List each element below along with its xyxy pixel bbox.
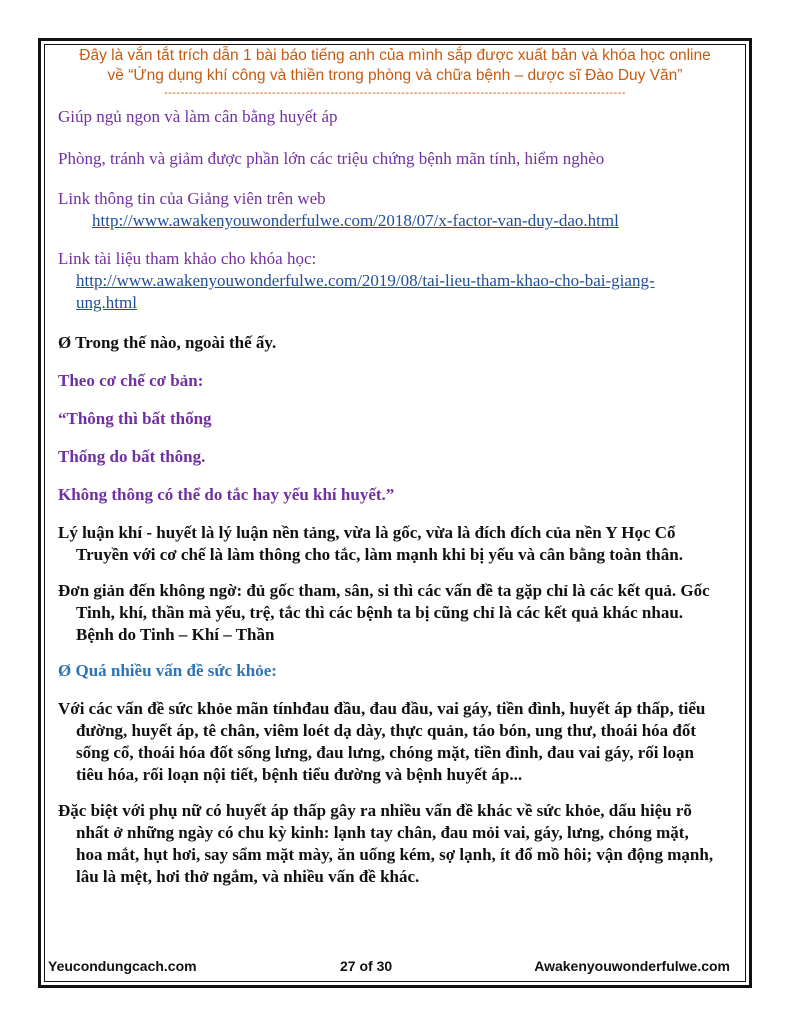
document-body bbox=[58, 102, 718, 888]
reference-link-block bbox=[58, 248, 718, 314]
page-header bbox=[50, 46, 740, 100]
quote-intro: Theo cơ chế cơ bản: bbox=[58, 371, 204, 390]
paragraph-simple-cause: Đơn giản đến không ngờ: đủ gốc tham, sân, si thì các vấn đề ta gặp chỉ là các kết quả. Gốc Tinh, khí, thần mà yếu, trệ, tắc thì các bệnh ta bị cũng chỉ là các kết quả khác nhau. Bệnh do Tinh – Khí – Thần bbox=[58, 581, 710, 644]
page-footer bbox=[48, 958, 738, 978]
footer-site-left: Yeucondungcach.com bbox=[48, 958, 197, 974]
footer-page-number: 27 of 30 bbox=[340, 958, 393, 974]
footer-site-right: Awakenyouwonderfulwe.com bbox=[534, 958, 730, 974]
quote-line-1: “Thông thì bất thống bbox=[58, 409, 212, 428]
reference-link-part-1[interactable]: http://www.awakenyouwonderfulwe.com/2019/08/tai-lieu-tham-khao-cho-bai-giang- bbox=[76, 271, 655, 290]
paragraph-sleep-balance: Giúp ngủ ngon và làm cân bằng huyết áp bbox=[58, 107, 338, 126]
header-line-2: về “Ứng dụng khí công và thiền trong phòng và chữa bệnh – dược sĩ Đào Duy Văn” bbox=[107, 67, 683, 84]
instructor-link[interactable]: http://www.awakenyouwonderfulwe.com/2018/07/x-factor-van-duy-dao.html bbox=[92, 211, 619, 230]
quote-line-2: Thống do bất thông. bbox=[58, 447, 206, 466]
paragraph-prevention: Phòng, tránh và giảm được phần lớn các triệu chứng bệnh mãn tính, hiểm nghèo bbox=[58, 149, 605, 168]
reference-link-label: Link tài liệu tham khảo cho khóa học: bbox=[58, 249, 317, 268]
heading-health-issues: Ø Quá nhiều vấn đề sức khỏe: bbox=[58, 661, 277, 680]
paragraph-women-low-bp: Đặc biệt với phụ nữ có huyết áp thấp gây ra nhiều vấn đề khác về sức khỏe, dấu hiệu rõ nhất ở những ngày có chu kỳ kinh: lạnh tay chân, đau mỏi vai, gáy, lưng, chóng mặt, hoa mắt, hụt hơi, say sẩm mặt mày, ăn uống kém, sợ lạnh, ít đổ mồ hôi; vận động mạnh, lâu là mệt, hơi thở ngắm, và nhiều vấn đề khác. bbox=[58, 801, 714, 886]
reference-link-part-2[interactable]: ung.html bbox=[76, 293, 137, 312]
header-divider: --------------------------------------------------------------------------------------------------------------- bbox=[163, 87, 627, 99]
quote-line-3: Không thông có thể do tắc hay yếu khí huyết.” bbox=[58, 485, 395, 504]
instructor-link-block bbox=[58, 188, 718, 232]
paragraph-qi-blood-theory: Lý luận khí - huyết là lý luận nền tảng, vừa là gốc, vừa là đích đích của nền Y Học Cổ Truyền với cơ chế là làm thông cho tắc, làm mạnh khi bị yếu và cân bằng toàn thân. bbox=[58, 523, 683, 564]
heading-inside-outside: Ø Trong thế nào, ngoài thế ấy. bbox=[58, 333, 277, 352]
paragraph-chronic-issues: Với các vấn đề sức khỏe mãn tínhđau đầu, đau đầu, vai gáy, tiền đình, huyết áp thấp, tiểu đường, huyết áp, tê chân, viêm loét dạ dày, thực quản, táo bón, ung thư, thoái hóa đốt sống cổ, thoái hóa đốt sống lưng, đau lưng, chóng mặt, tiền đình, đau vai gáy, rối loạn tiêu hóa, rối loạn nội tiết, bệnh tiểu đường và bệnh huyết áp... bbox=[58, 699, 706, 784]
instructor-link-label: Link thông tin của Giảng viên trên web bbox=[58, 189, 326, 208]
header-line-1: Đây là vắn tắt trích dẫn 1 bài báo tiếng anh của mình sắp được xuất bản và khóa học online bbox=[79, 47, 711, 64]
